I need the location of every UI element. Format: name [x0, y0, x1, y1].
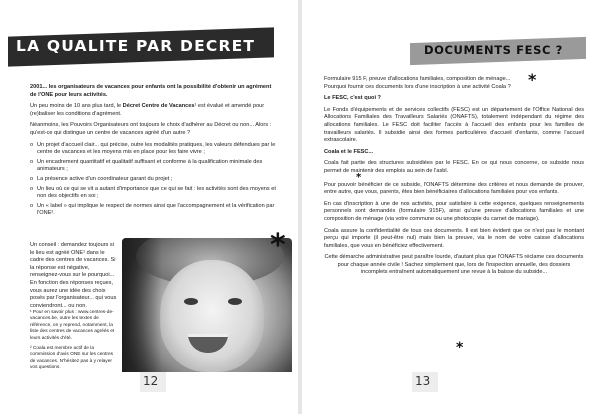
- page-number: 12: [143, 374, 159, 388]
- page-number: 13: [415, 374, 431, 388]
- paragraph: Pour pouvoir bénéficier de ce subside, l'ONAFTS détermine des critères et nous demande de prouver, entre autre, que vous, parents, êtes bien bénéficiaires d'allocations familiales pour vos enfants.: [324, 181, 584, 196]
- page-title: LA QUALITE PAR DECRET: [16, 37, 256, 56]
- footnotes: [30, 310, 118, 376]
- advice-box: [30, 242, 118, 314]
- child-photo: [122, 238, 292, 372]
- footnote-2: ² Coala est membre actif de la commission d'avis ONE sur les centres de vacances. N'hésitez pas à y relayer vos questions.: [30, 346, 114, 371]
- decree-text-a: Un peu moins de 10 ans plus tard, le: [30, 103, 123, 110]
- right-page: [302, 0, 600, 414]
- paragraph: En cas d'inscription à une de nos activités, pour satisfaire à cette exigence, quelques renseignements personnels sont demandés (formulaire 915F), ainsi qu'une preuve d'allocations familiales et une composition de ménage (via votre commune ou une photocopie du carnet de mariage).: [324, 200, 584, 222]
- criteria-list: [30, 142, 276, 218]
- section-heading: [324, 95, 584, 103]
- list-item: o Un lieu où ce qui se vit a autant d'importance que ce qui se fait : les activités sont des moyens et non des objectifs en soi ;: [30, 186, 276, 201]
- paragraph: Coala fait partie des structures subsidiées par le FESC. En ce qui nous concerne, ce subside nous permet de maintenir des emplois au sein de l'asbl.: [324, 160, 584, 174]
- footnote-1: ¹ Pour en savoir plus : www.centres-de-vacances.be, outre les textes de référence, on y reprend, notamment, la liste des centres de vacances agréés et leurs activités d'été.: [30, 310, 115, 341]
- intro-paragraph: [30, 84, 276, 99]
- paragraph: Le Fonds d'équipements et de services collectifs (FESC) est un département de l'Office National des Allocations Familiales des Travailleurs Salariés (ONAFTS), totalement indépendant du régime des allocations familiales. Le FESC doit faciliter l'accès à l'accueil des enfants pour les familles de travailleurs salariés. Il subsidie ainsi des formes particulières d'accueil d'enfants, comme l'accueil extrascolaire.: [324, 106, 584, 144]
- list-item: o Un « label » qui implique le respect de normes ainsi que l'accompagnement et la vérification par l'ONE².: [30, 203, 276, 218]
- heading-text: Le FESC, c'est quoi ?: [324, 95, 381, 102]
- decree-paragraph: [30, 103, 276, 118]
- title-banner: [410, 37, 586, 65]
- intro-text: 2001... les organisateurs de vacances pour enfants ont la possibilité d'obtenir un agrément de l'ONE pour leurs activités.: [30, 84, 272, 98]
- paragraph: Cette démarche administrative peut paraître lourde, d'autant plus que l'ONAFTS réclame ces documents pour chaque année civile ! Sachez simplement que, lors de l'inspection annuelle, des dossiers incomplets entraînent automatiquement une revue à la baisse du subside...: [324, 254, 584, 276]
- photo-eye: [228, 298, 242, 305]
- intro-paragraph: Formulaire 915 F, preuve d'allocations familiales, composition de ménage... Pourquoi fournir ces documents lors d'une inscription à une activité Coala ?: [324, 76, 511, 90]
- list-item: o Un projet d'accueil clair... qui précise, outre les modalités pratiques, les valeurs défendues par le centre de vacances et les moyens mis en place pour les faire vivre ;: [30, 142, 276, 157]
- star-icon: *: [356, 172, 362, 183]
- list-item: o Un encadrement quantitatif et qualitatif suffisant et conforme à la qualification minimale des animateurs ;: [30, 159, 276, 174]
- paragraph: Coala assure la confidentialité de tous ces documents. Il est bien évident que ce n'est pas le montant perçu qui importe (il peut-être nul) mais bien la preuve, via le nom de votre caisse d'allocations familiales, que vous en bénéficiez effectivement.: [324, 227, 584, 249]
- left-page: [0, 0, 298, 414]
- right-body: [324, 76, 584, 281]
- photo-shadow: [122, 238, 162, 372]
- star-icon: *: [456, 340, 464, 356]
- photo-eye: [184, 298, 198, 305]
- decree-name: Décret Centre de Vacances: [122, 103, 195, 110]
- decree-text-c: ¹ est évalué et amendé pour (re)baliser les conditions d'agrément.: [30, 103, 265, 117]
- list-item: o La présence active d'un coordinateur garant du projet ;: [30, 176, 276, 184]
- question-paragraph: Néanmoins, les Pouvoirs Organisateurs ont toujours le choix d'adhérer au Décret ou non... Alors : qu'est-ce qui distingue un centre de vacances agréé d'un autre ?: [30, 122, 272, 136]
- left-body: [30, 84, 276, 221]
- title-banner: [8, 27, 274, 66]
- star-icon: *: [270, 228, 286, 263]
- section-heading: [324, 149, 584, 157]
- photo-face: [160, 260, 264, 372]
- heading-text: Coala et le FESC...: [324, 148, 374, 155]
- advice-text: Un conseil : demandez toujours si le lieu est agréé ONE¹ dans le cadre des centres de vacances. Si la réponse est négative, renseignez-vous sur le pourquoi... En fonction des réponses reçues, vous aurez une idée des choix posés par l'organisateur... qui vous conviendront... ou non.: [30, 242, 117, 309]
- star-icon: *: [528, 70, 537, 89]
- page-title: DOCUMENTS FESC ?: [424, 43, 563, 58]
